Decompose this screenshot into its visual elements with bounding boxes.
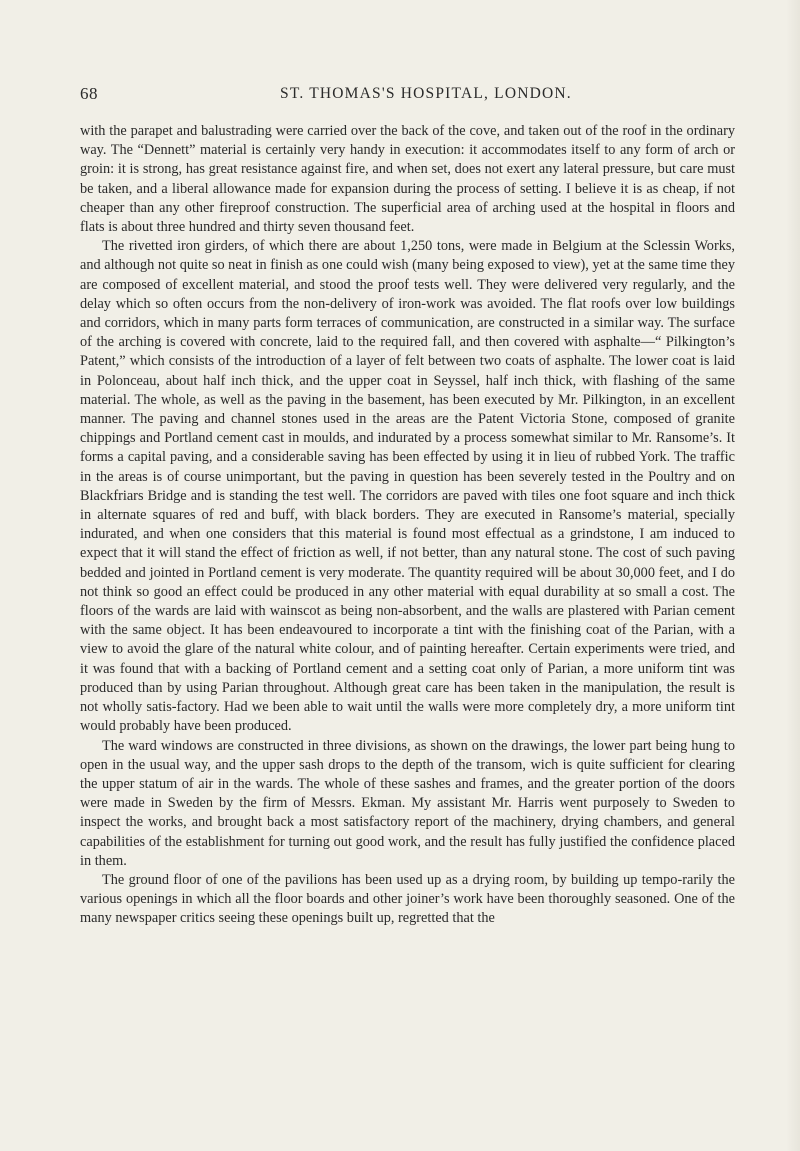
paragraph-2: The rivetted iron girders, of which there are about 1,250 tons, were made in Belgium at the Sclessin Works, and although not quite so neat in finish as one could wish (many being exposed to view), yet at the same time they are composed of excellent material, and stood the proof tests well. They were delivered very regularly, and the delay which so often occurs from the non-delivery of iron-work was avoided. The flat roofs over low buildings and corridors, which in many parts form terraces of communication, are constructed in a similar way. The surface of the arching is covered with concrete, laid to the required fall, and then covered with asphalte—“ Pilkington’s Patent,” which consists of the introduction of a layer of felt between two coats of asphalte. The lower coat is laid in Polonceau, about half inch thick, and the upper coat in Seyssel, half inch thick, with flashing of the same material. The whole, as well as the paving in the basement, has been executed by Mr. Pilkington, in an excellent manner. The paving and channel stones used in the areas are the Patent Victoria Stone, composed of granite chippings and Portland cement cast in moulds, and indurated by a process somewhat similar to Mr. Ransome’s. It forms a capital paving, and a considerable saving has been effected by using it in lieu of rubbed York. The traffic in the areas is of course unimportant, but the paving in question has been severely tested in the Poultry and on Blackfriars Bridge and is standing the test well. The corridors are paved with tiles one foot square and inch thick in alternate squares of red and buff, with black borders. They are executed in Ransome’s material, specially indurated, and when one considers that this material is found most effectual as a grindstone, I am induced to expect that it will stand the effect of friction as well, if not better, than any natural stone. The cost of such paving bedded and jointed in Portland cement is very moderate. The quantity required will be about 30,000 feet, and I do not think so good an effect could be produced in any other material with equal durability at so small a cost. The floors of the wards are laid with wainscot as being non-absorbent, and the walls are plastered with Parian cement with the same object. It has been endeavoured to incorporate a tint with the finishing coat of the Parian, with a view to avoid the glare of the natural white colour, and of painting hereafter. Certain experiments were tried, and it was found that with a backing of Portland cement and a setting coat only of Parian, a more uniform tint was produced than by using Parian throughout. Although great care has been taken in the manipulation, the result is not wholly satis-factory. Had we been able to wait until the walls were more completely dry, a more uniform tint would probably have been produced. <box>80 238 735 735</box>
page-header <box>75 84 735 108</box>
body-text <box>80 122 735 929</box>
paragraph-1: with the parapet and balustrading were carried over the back of the cove, and taken out of the roof in the ordinary way. The “Dennett” material is certainly very handy in execution: it accommodates itself to any form of arch or groin: it is strong, has great resistance against fire, and when set, does not exert any lateral pressure, but care must be taken, and a liberal allowance made for expansion during the process of setting. I believe it is as cheap, if not cheaper than any other fireproof construction. The superficial area of arching used at the hospital in floors and flats is about three hundred and thirty seven thousand feet. <box>80 123 735 236</box>
page-edge-shadow <box>786 0 800 1151</box>
running-head: ST. THOMAS'S HOSPITAL, LONDON. <box>280 85 572 102</box>
paragraph-4: The ground floor of one of the pavilions has been used up as a drying room, by building up tempo-rarily the various openings in which all the floor boards and other joiner’s work have been thoroughly seasoned. One of the many newspaper critics seeing these openings built up, regretted that the <box>80 871 735 927</box>
paragraph-3: The ward windows are constructed in three divisions, as shown on the drawings, the lower part being hung to open in the usual way, and the upper sash drops to the depth of the transom, wich is quite sufficient for clearing the upper statum of air in the wards. The whole of these sashes and frames, and the greater portion of the doors were made in Sweden by the firm of Messrs. Ekman. My assistant Mr. Harris went purposely to Sweden to inspect the works, and brought back a most satisfactory report of the machinery, drying chambers, and general capabilities of the establishment for turning out good work, and the result has fully justified the confidence placed in them. <box>80 737 735 869</box>
page-number: 68 <box>80 84 98 103</box>
